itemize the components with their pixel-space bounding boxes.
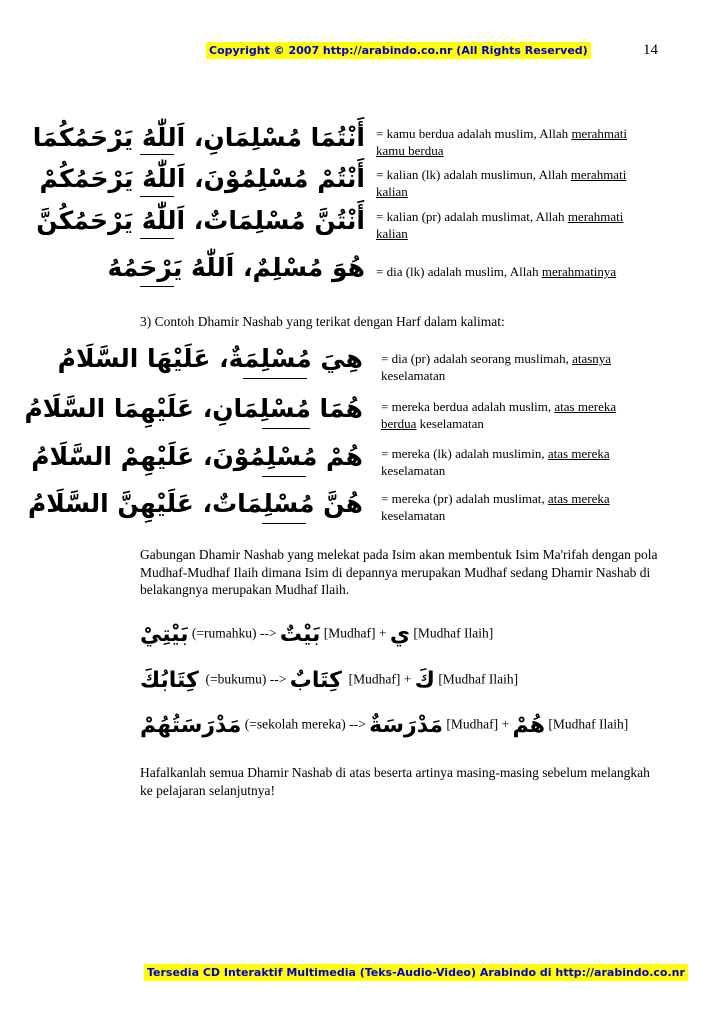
underline-mark: [140, 286, 174, 287]
mudhaf-word: مَدْرَسَةٌ: [369, 713, 444, 738]
meaning-text: = mereka (lk) adalah muslimin, atas mereka keselamatan: [381, 446, 610, 478]
example-gloss: (=rumahku) -->: [191, 625, 277, 641]
ilaih-word: ي: [389, 622, 410, 647]
arabic-sentence: هُمَا مُسْلِمَانِ، عَلَيْهِمَا السَّلَامُ: [24, 394, 363, 423]
meaning-text: = kalian (lk) adalah muslimun, Allah merahmati kalian: [376, 167, 627, 199]
mudhaf-label: [Mudhaf] +: [348, 671, 412, 687]
meaning-text: = kalian (pr) adalah muslimat, Allah merahmati kalian: [376, 209, 624, 241]
ilaih-label: [Mudhaf Ilaih]: [548, 716, 629, 732]
underline-mark: [262, 476, 306, 477]
underline-mark: [262, 428, 310, 429]
example-row: [140, 622, 493, 647]
mudhaf-label: [Mudhaf] +: [323, 625, 387, 641]
ilaih-label: [Mudhaf Ilaih]: [413, 625, 494, 641]
ilaih-label: [Mudhaf Ilaih]: [438, 671, 519, 687]
meaning-text: = mereka (pr) adalah muslimat, atas mereka keselamatan: [381, 491, 610, 523]
underline-mark: [140, 154, 174, 155]
page-number: 14: [643, 42, 658, 58]
arabic-sentence: أَنْتُمَا مُسْلِمَانِ، اَللّٰهُ يَرْحَمُكُمَا: [32, 123, 365, 152]
meaning-text: = dia (lk) adalah muslim, Allah merahmatinya: [376, 264, 617, 279]
underline-mark: [262, 523, 306, 524]
underline-mark: [243, 378, 307, 379]
underline-mark: [140, 238, 174, 239]
mudhaf-word: بَيْتٌ: [279, 622, 321, 647]
copyright-banner: Copyright © 2007 http://arabindo.co.nr (All Rights Reserved): [206, 42, 591, 59]
footer-banner: Tersedia CD Interaktif Multimedia (Teks-Audio-Video) Arabindo di http://arabindo.co.nr: [144, 964, 688, 981]
explanation-paragraph: Gabungan Dhamir Nashab yang melekat pada Isim akan membentuk Isim Ma'rifah dengan pola Mudhaf-Mudhaf Ilaih dimana Isim di depannya merupakan Mudhaf sedang Dhamir Nashab di belakangnya merupakan Mudhaf Ilaih.: [140, 547, 658, 597]
ilaih-word: هُمْ: [512, 713, 546, 738]
example-word: مَدْرَسَتُهُمْ: [140, 713, 242, 738]
mudhaf-word: كِتَابٌ: [289, 668, 342, 693]
example-gloss: (=sekolah mereka) -->: [244, 716, 366, 732]
example-row: [140, 713, 628, 738]
arabic-sentence: هِيَ مُسْلِمَةٌ، عَلَيْهَا السَّلَامُ: [57, 344, 363, 373]
mudhaf-label: [Mudhaf] +: [446, 716, 510, 732]
meaning-text: = kamu berdua adalah muslim, Allah merahmati kamu berdua: [376, 126, 628, 158]
example-word: بَيْتِيْ: [140, 622, 189, 647]
example-word: كِتَابُكَ: [140, 668, 199, 693]
arabic-sentence: أَنْتُمْ مُسْلِمُوْنَ، اَللّٰهُ يَرْحَمُكُمْ: [39, 164, 365, 193]
example-gloss: (=bukumu) -->: [205, 671, 287, 687]
arabic-sentence: هُوَ مُسْلِمٌ، اَللّٰهُ يَرْحَمُهُ: [107, 253, 365, 282]
meaning-text: = mereka berdua adalah muslim, atas mereka berdua keselamatan: [381, 399, 617, 431]
underline-mark: [140, 196, 174, 197]
arabic-sentence: هُنَّ مُسْلِمَاتٌ، عَلَيْهِنَّ السَّلَامُ: [27, 489, 363, 518]
closing-paragraph: Hafalkanlah semua Dhamir Nashab di atas beserta artinya masing-masing sebelum melangkah ke pelajaran selanjutnya!: [140, 765, 650, 798]
example-row: [140, 668, 518, 693]
ilaih-word: كَ: [414, 668, 435, 693]
section-heading: 3) Contoh Dhamir Nashab yang terikat dengan Harf dalam kalimat:: [140, 314, 505, 329]
arabic-sentence: هُمْ مُسْلِمُوْنَ، عَلَيْهِمْ السَّلَامُ: [31, 442, 363, 471]
arabic-sentence: أَنْتُنَّ مُسْلِمَاتٌ، اَللّٰهُ يَرْحَمُكُنَّ: [36, 206, 365, 235]
meaning-text: = dia (pr) adalah seorang muslimah, atasnya keselamatan: [381, 351, 612, 383]
